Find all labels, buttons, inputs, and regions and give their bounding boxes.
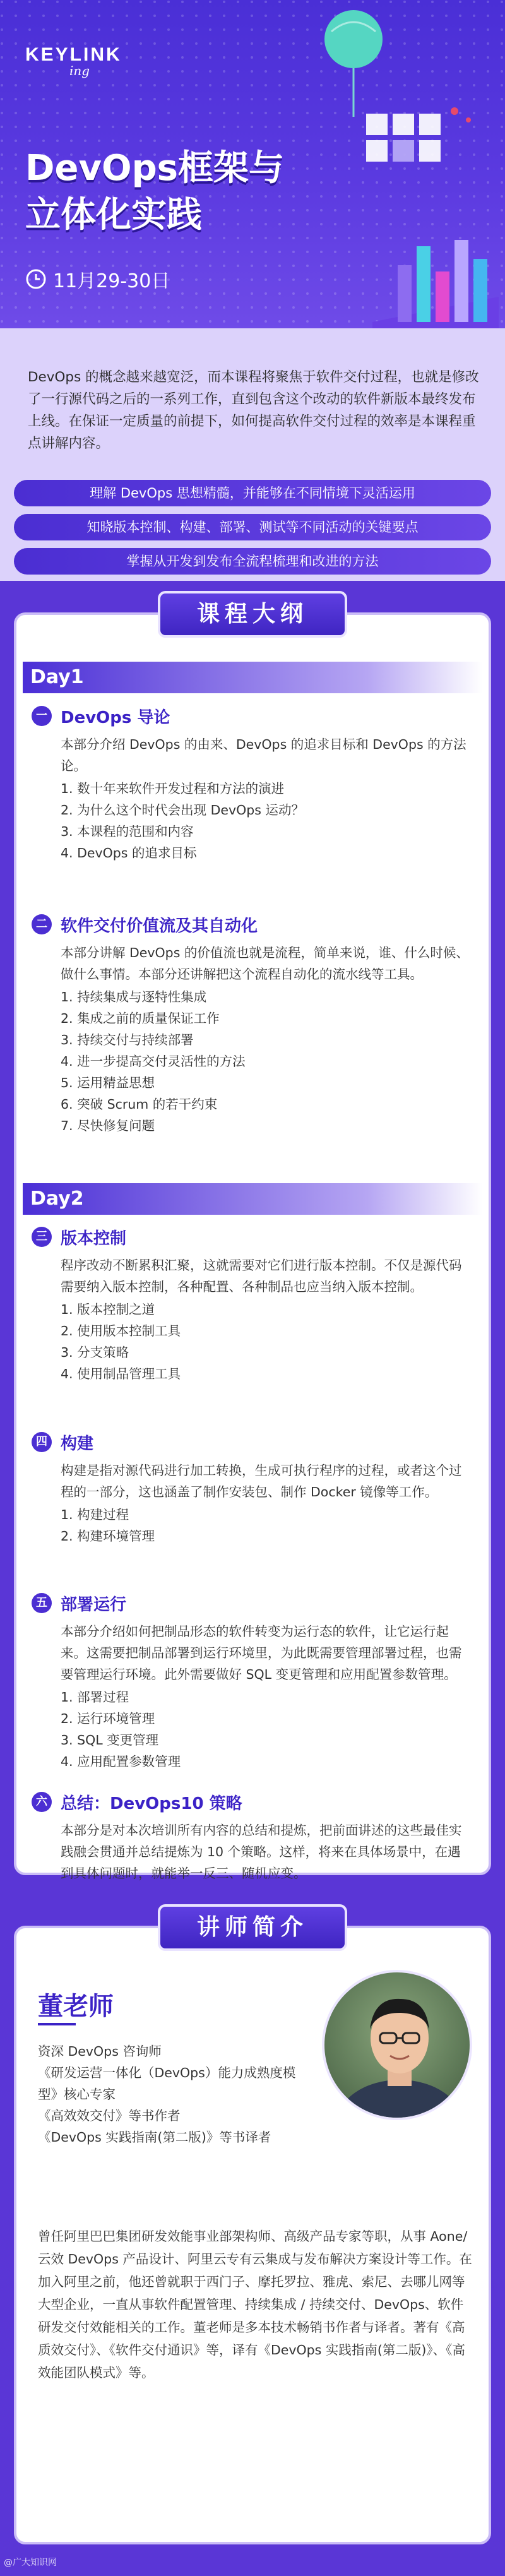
section-3	[32, 1224, 473, 1385]
list-item: 3. 分支策略	[61, 1345, 129, 1360]
list-item: 4. 进一步提高交付灵活性的方法	[61, 1054, 246, 1069]
bar-graphic	[372, 227, 499, 328]
teacher-card	[14, 1914, 491, 2544]
list-item: 4. DevOps 的追求目标	[61, 845, 197, 861]
title-line-1: DevOps框架与	[25, 148, 284, 189]
teacher-titles	[38, 2041, 303, 2148]
list-item: 1. 构建过程	[61, 1507, 129, 1522]
section-4	[32, 1429, 473, 1547]
day2-bar: Day2	[23, 1183, 482, 1215]
section-number-badge: 三	[32, 1227, 52, 1247]
goal-pill: 理解 DevOps 思想精髓，并能够在不同情境下灵活运用	[14, 480, 491, 506]
person-icon	[324, 1972, 472, 2120]
list-item: 1. 持续集成与逐特性集成	[61, 989, 207, 1005]
section-6	[32, 1789, 473, 1885]
section-number-badge: 四	[32, 1432, 52, 1452]
teacher-title-item: 资深 DevOps 咨询师	[38, 2044, 162, 2059]
section-number-badge: 二	[32, 914, 52, 934]
name-underline	[38, 2023, 76, 2025]
outline-card	[14, 601, 491, 1881]
list-item: 2. 使用版本控制工具	[61, 1323, 181, 1339]
section-5	[32, 1590, 473, 1772]
intro-text: DevOps 的概念越来越宽泛，而本课程将聚焦于软件交付过程，也就是修改了一行源代码之后的一系列工作，直到包含这个改动的软件新版本最终发布上线。在保证一定质量的前提下，如何提高软件交付过程的效率是本课程重点讲解内容。	[28, 369, 479, 451]
section-number-badge: 五	[32, 1593, 52, 1613]
clock-icon	[25, 268, 47, 290]
list-item: 5. 运用精益思想	[61, 1075, 155, 1090]
list-item: 2. 运行环境管理	[61, 1711, 155, 1726]
section-title: 部署运行	[61, 1595, 127, 1614]
list-item: 3. 持续交付与持续部署	[61, 1032, 194, 1047]
teacher-title-item: 《研发运营一体化（DevOps）能力成熟度模型》核心专家	[38, 2065, 296, 2102]
section-desc: 本部分讲解 DevOps 的价值流也就是流程，简单来说，谁、什么时候、做什么事情。本部分还讲解把这个流程自动化的流水线等工具。	[61, 945, 469, 982]
goal-pills	[14, 480, 491, 582]
teacher-avatar	[322, 1970, 472, 2120]
section-desc: 本部分介绍如何把制品形态的软件转变为运行态的软件，让它运行起来。这需要把制品部署到运行环境里，为此既需要管理部署过程，也需要管理运行环境。此外需要做好 SQL 变更管理和应用配置参数管理。	[61, 1624, 462, 1682]
teacher-section-title: 讲师简介	[158, 1904, 347, 1951]
teacher-title-item: 《DevOps 实践指南(第二版)》等书译者	[38, 2130, 271, 2145]
section-2	[32, 912, 473, 1136]
list-item: 2. 集成之前的质量保证工作	[61, 1011, 220, 1026]
list-item: 1. 版本控制之道	[61, 1302, 155, 1317]
section-title: 构建	[61, 1434, 94, 1453]
teacher-name: 董老师	[38, 1992, 114, 2021]
section-number-badge: 六	[32, 1792, 52, 1812]
brand-sub: ing	[69, 63, 90, 78]
list-item: 1. 部署过程	[61, 1690, 129, 1705]
teacher-title-item: 《高效效交付》等书作者	[38, 2108, 181, 2123]
list-item: 4. 使用制品管理工具	[61, 1366, 181, 1381]
outline-title: 课程大纲	[158, 591, 347, 638]
brand-logo	[25, 44, 122, 78]
section-desc: 本部分是对本次培训所有内容的总结和提炼，把前面讲述的这些最佳实践融会贯通并总结提炼为 10 个策略。这样，将来在具体场景中，在遇到具体问题时，就能举一反三、随机应变。	[61, 1823, 462, 1881]
day1-bar: Day1	[23, 662, 482, 693]
intro-section	[0, 328, 505, 581]
list-item: 2. 构建环境管理	[61, 1529, 155, 1544]
page-title	[25, 145, 379, 239]
section-1	[32, 703, 473, 864]
goal-pill: 掌握从开发到发布全流程梳理和改进的方法	[14, 548, 491, 575]
course-date: 11月29-30日	[53, 270, 170, 292]
section-title: 软件交付价值流及其自动化	[61, 916, 258, 936]
list-item: 1. 数十年来软件开发过程和方法的演进	[61, 781, 285, 796]
list-item: 7. 尽快修复问题	[61, 1118, 155, 1133]
list-item: 4. 应用配置参数管理	[61, 1754, 181, 1769]
section-desc: 程序改动不断累积汇聚，这就需要对它们进行版本控制。不仅是源代码需要纳入版本控制，各种配置、各种制品也应当纳入版本控制。	[61, 1258, 462, 1294]
section-title: 总结：DevOps10 策略	[61, 1794, 242, 1813]
section-desc: 本部分介绍 DevOps 的由来、DevOps 的追求目标和 DevOps 的方法论。	[61, 737, 466, 773]
watermark: @广大知识网	[4, 2558, 57, 2568]
section-number-badge: 一	[32, 706, 52, 726]
list-item: 3. 本课程的范围和内容	[61, 824, 194, 839]
section-title: 版本控制	[61, 1229, 127, 1248]
list-item: 3. SQL 变更管理	[61, 1732, 159, 1748]
list-item: 6. 突破 Scrum 的若干约束	[61, 1097, 218, 1112]
brand-name: KEYLINK	[25, 44, 122, 65]
title-line-2: 立体化实践	[25, 194, 202, 236]
teacher-bio: 曾任阿里巴巴集团研发效能事业部架构师、高级产品专家等职，从事 Aone/ 云效 DevOps 产品设计、阿里云专有云集成与发布解决方案设计等工作。在加入阿里之前，他还曾就职于西门子、摩托罗拉、雅虎、索尼、去哪儿网等大型企业，一直从事软件配置管理、持续集成 / 持续交付、DevOps、软件研发交付效能相关的工作。董老师是多本技术畅销书作者与译者。著有《高质效交付》、《软件交付通识》等，译有《DevOps 实践指南(第二版)》、《高效能团队模式》等。	[38, 2229, 472, 2380]
list-item: 2. 为什么这个时代会出现 DevOps 运动？	[61, 802, 304, 818]
hero-banner	[0, 0, 505, 328]
goal-pill: 知晓版本控制、构建、部署、测试等不同活动的关键要点	[14, 514, 491, 540]
section-title: DevOps 导论	[61, 708, 170, 727]
section-desc: 构建是指对源代码进行加工转换，生成可执行程序的过程，或者这个过程的一部分，这也涵盖了制作安装包、制作 Docker 镜像等工作。	[61, 1463, 462, 1500]
date-row	[25, 265, 170, 293]
